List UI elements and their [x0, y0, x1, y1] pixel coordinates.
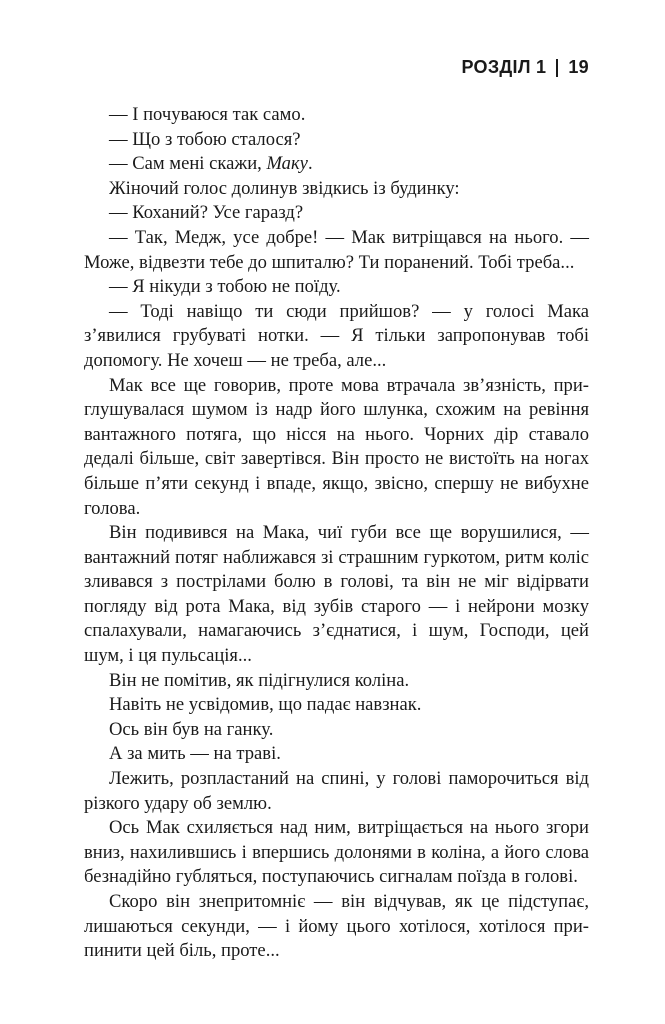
paragraph: — Я нікуди з тобою не поїду.: [109, 276, 341, 298]
paragraph: — Що з тобою сталося?: [109, 128, 301, 150]
paragraph: Ось він був на ганку.: [109, 718, 274, 740]
paragraph: Мак все ще говорив, проте мова втрачала зв’язність, приглушувалася шумом із надр його шлунка, схожим на ревіння вантажного потяга, що нісся на нього. Чорних дір ставало дедалі більше, світ завертівся. Він просто не вистоїть на ногах більше п’яти секунд і впаде, якщо, звісно, спершу не вибухне голова.: [84, 374, 589, 519]
page-number: 19: [568, 57, 589, 77]
paragraph: [84, 152, 589, 177]
paragraph: Жіночий голос долинув звідкись із будинку:: [109, 177, 460, 199]
body-text: [84, 103, 589, 964]
paragraph: Навіть не усвідомив, що падає навзнак.: [109, 694, 422, 716]
paragraph: Він не помітив, як підігнулися коліна.: [109, 669, 410, 691]
paragraph: Лежить, розпластаний на спині, у голові паморочиться від різкого удару об землю.: [84, 768, 589, 814]
paragraph: — І почуваюся так само.: [109, 104, 306, 125]
paragraph: — Тоді навіщо ти сюди прийшов? — у голосі Мака з’явилися грубуваті нотки. — Я тільки запропонував тобі допомогу. Не хочеш — не треба, але...: [84, 300, 589, 371]
header-separator: [556, 59, 558, 77]
paragraph: Ось Мак схиляється над ним, витріщається на нього згори вниз, нахилившись і впершись долонями в коліна, а його слова безнадійно губляться, поступаючись сигналам поїзда в голові.: [84, 817, 589, 888]
running-head: [461, 57, 589, 78]
paragraph: Він подивився на Мака, чиї губи все ще ворушилися, — вантажний потяг наближався зі страшним гуркотом, ритм коліс зливався з пострілами болю в голові, та він не міг відірвати погляду від рота Мака, від зубів старого — і нейрони мозку спалахували, намагаючись з’єднатися, і шум, Господи, цей шум, і ця пульсація...: [84, 522, 589, 667]
paragraph: — Так, Медж, усе добре! — Мак витріщався на нього. — Може, відвезти тебе до шпиталю? Ти поранений. Тобі треба...: [84, 226, 589, 273]
paragraph-text: — Сам мені скажи,: [109, 153, 267, 175]
paragraph-text: .: [307, 153, 313, 175]
paragraph: Скоро він знепритомніє — він відчував, як це підступає, лишаються секунди, — і йому цього хотілося, хотілося припинити цей біль, проте...: [84, 891, 589, 962]
paragraph-italic-text: Маку: [266, 153, 308, 175]
paragraph: — Коханий? Усе гаразд?: [109, 202, 304, 224]
chapter-title: РОЗДІЛ 1: [461, 57, 547, 77]
paragraph: А за мить — на траві.: [109, 743, 281, 765]
